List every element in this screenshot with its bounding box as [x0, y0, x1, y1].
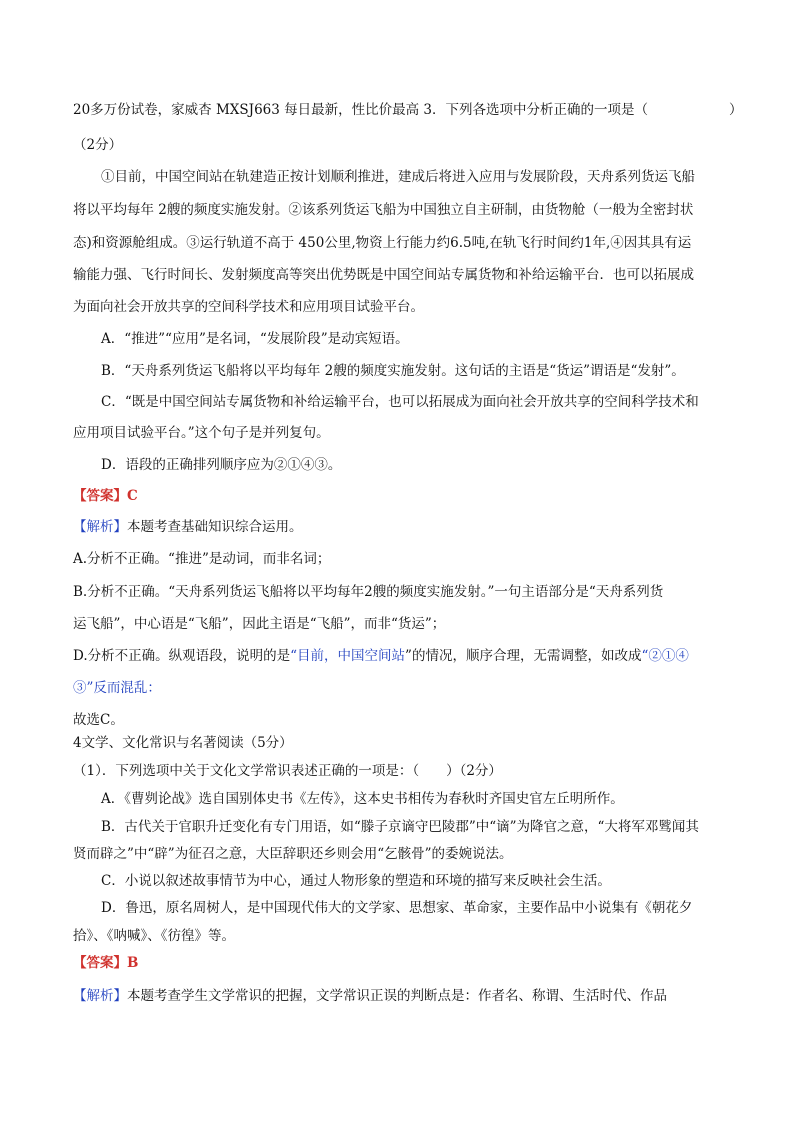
- q3-passage-line-1: ①目前，中国空间站在轨建造正按计划顺利推进，建成后将进入应用与发展阶段，天舟系列货运飞船: [101, 169, 695, 185]
- q3-stem: 20多万份试卷，家威杏 MXSJ663 每日最新，性比价最高 3．下列各选项中分析正确的一项是（ ）: [73, 102, 743, 118]
- answer-value: C: [127, 488, 138, 504]
- q3-points: （2分）: [73, 137, 123, 153]
- analysis-d-part-2: ”的情况，顺序合理，无需调整，如改成: [405, 648, 642, 664]
- q3-option-c-line-2: 应用项目试验平台。”这个句子是并列复句。: [73, 425, 330, 441]
- analysis-text: 本题考查学生文学常识的把握，文学常识正误的判断点是：作者名、称谓、生活时代、作品: [127, 988, 667, 1004]
- analysis-d-highlight-1: “目前，中国空间站: [290, 648, 406, 664]
- q4-option-a: A．《曹刿论战》选自国别体史书《左传》，这本史书相传为春秋时齐国史官左丘明所作。: [101, 791, 624, 807]
- q3-option-d: D．语段的正确排列顺序应为②①④③。: [101, 457, 342, 473]
- answer-tag: 【答案】: [73, 488, 127, 504]
- q3-analysis-intro: [73, 518, 303, 536]
- q4-option-b-line-2: 贤而辟之”中“辟”为征召之意，大臣辞职还乡则会用“乞骸骨”的委婉说法。: [73, 846, 513, 862]
- analysis-d-part-1: D.分析不正确。纵观语段，说明的是: [73, 648, 291, 664]
- q3-analysis-b-line-2: 运飞船”，中心语是“飞船”，因此主语是“飞船”，而非“货运”；: [73, 616, 446, 632]
- q4-heading: 4文学、文化常识与名著阅读（5分）: [73, 735, 293, 751]
- analysis-d-highlight-2: “②①④: [641, 648, 689, 664]
- q4-option-c: C．小说以叙述故事情节为中心，通过人物形象的塑造和环境的描写来反映社会生活。: [101, 873, 611, 889]
- answer-value: B: [127, 955, 139, 971]
- analysis-tag: 【解析】: [73, 519, 127, 535]
- analysis-intro-text: 本题考查基础知识综合运用。: [127, 519, 303, 535]
- q3-option-b: B．“天舟系列货运飞船将以平均每年 2艘的频度实施发射。这句话的主语是“货运”谓语是“发射”。: [101, 363, 685, 379]
- q3-answer: [73, 487, 138, 505]
- analysis-tag: 【解析】: [73, 988, 127, 1004]
- q3-analysis-a: A.分析不正确。“推进”是动词，而非名词；: [73, 551, 331, 567]
- q3-analysis-d-line-2: ③”反而混乱：: [73, 680, 161, 696]
- q4-option-b-line-1: B．古代关于官职升迁变化有专门用语，如“滕子京谪守巴陵郡”中“谪”为降官之意，“大将军邓骘闻其: [101, 819, 699, 835]
- q4-sub-stem: （1）．下列选项中关于文化文学常识表述正确的一项是：（ ）（2分）: [73, 763, 502, 779]
- q3-analysis-b-line-1: B.分析不正确。“天舟系列货运飞船将以平均每年2艘的频度实施发射。”一句主语部分是“天舟系列货: [73, 584, 664, 600]
- q3-passage-line-3: 态)和资源舱组成。③运行轨道不高于 450公里,物资上行能力约6.5吨,在轨飞行时间约1年,④因其具有运: [73, 235, 692, 251]
- q4-analysis: [73, 987, 667, 1005]
- q3-passage-line-5: 为面向社会开放共享的空间科学技术和应用项目试验平台。: [73, 299, 424, 315]
- q3-option-c-line-1: C．“既是中国空间站专属货物和补给运输平台，也可以拓展成为面向社会开放共享的空间科学技术和: [101, 394, 699, 410]
- q3-analysis-d-line-1: [73, 647, 689, 665]
- answer-tag: 【答案】: [73, 955, 127, 971]
- q4-option-d-line-2: 拾》、《呐喊》、《彷徨》等。: [73, 928, 235, 944]
- q3-passage-line-2: 将以平均每年 2艘的频度实施发射。②该系列货运飞船为中国独立自主研制，由货物舱（一般为全密封状: [73, 202, 694, 218]
- q3-option-a: A．“推进”“应用”是名词，“发展阶段”是动宾短语。: [101, 331, 409, 347]
- q4-answer: [73, 954, 138, 972]
- q4-option-d-line-1: D．鲁迅，原名周树人，是中国现代伟大的文学家、思想家、革命家，主要作品中小说集有《朝花夕: [101, 900, 693, 916]
- q3-conclusion: 故选C。: [73, 712, 124, 728]
- q3-passage-line-4: 输能力强、飞行时间长、发射频度高等突出优势既是中国空间站专属货物和补给运输平台．也可以拓展成: [73, 267, 694, 283]
